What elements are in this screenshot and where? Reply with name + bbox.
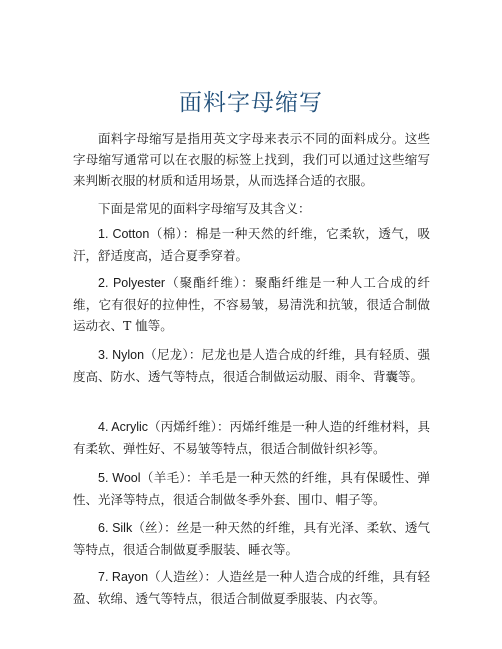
fabric-item-silk [73,517,430,560]
fabric-item-text: 丙烯纤维是一种人造的纤维材料，具有柔软、弹性好、不易皱等特点，很适合制做针织衫等。 [73,419,430,456]
fabric-item-label: 2. Polyester（聚酯纤维）： [98,276,255,290]
intro-paragraph: 面料字母缩写是指用英文字母来表示不同的面料成分。这些字母缩写通常可以在衣服的标签上找到，我们可以通过这些缩写来判断衣服的材质和适用场景，从而选择合适的衣服。 [73,131,430,188]
fabric-item-polyester [73,272,430,336]
fabric-item-label: 3. Nylon（尼龙）： [98,348,202,362]
fabric-item-nylon [73,344,430,387]
fabric-item-label: 5. Wool（羊毛）： [98,471,199,485]
fabric-item-label: 7. Rayon（人造丝）： [98,570,218,584]
fabric-item-text: 丝是一种天然的纤维，具有光泽、柔软、透气等特点，很适合制做夏季服装、睡衣等。 [73,520,430,557]
fabric-item-text: 棉是一种天然的纤维，它柔软，透气，吸汗，舒适度高，适合夏季穿着。 [73,226,430,263]
fabric-item-acrylic [73,416,430,459]
document-title: 面料字母缩写 [179,90,323,116]
fabric-item-label: 4. Acrylic（丙烯纤维）： [98,420,230,434]
fabric-item-label: 1. Cotton（棉）： [98,227,196,241]
fabric-item-text: 聚酯纤维是一种人工合成的纤维，它有很好的拉伸性，不容易皱，易清洗和抗皱，很适合制做运动衣、T 恤等。 [73,275,430,333]
fabric-item-label: 6. Silk（丝）： [98,521,177,535]
fabric-item-wool [73,467,430,510]
fabric-item-text: 尼龙也是人造合成的纤维，具有轻质、强度高、防水、透气等特点，很适合制做运动服、雨伞、背囊等。 [73,347,430,384]
fabric-item-cotton [73,223,430,266]
fabric-item-text: 人造丝是一种人造合成的纤维，具有轻盈、软绵、透气等特点，很适合制做夏季服装、内衣等。 [73,569,430,606]
lead-paragraph: 下面是常见的面料字母缩写及其含义： [98,201,311,216]
fabric-item-rayon [73,566,430,609]
fabric-item-text: 羊毛是一种天然的纤维，具有保暖性、弹性、光泽等特点，很适合制做冬季外套、围巾、帽子等。 [73,470,430,507]
